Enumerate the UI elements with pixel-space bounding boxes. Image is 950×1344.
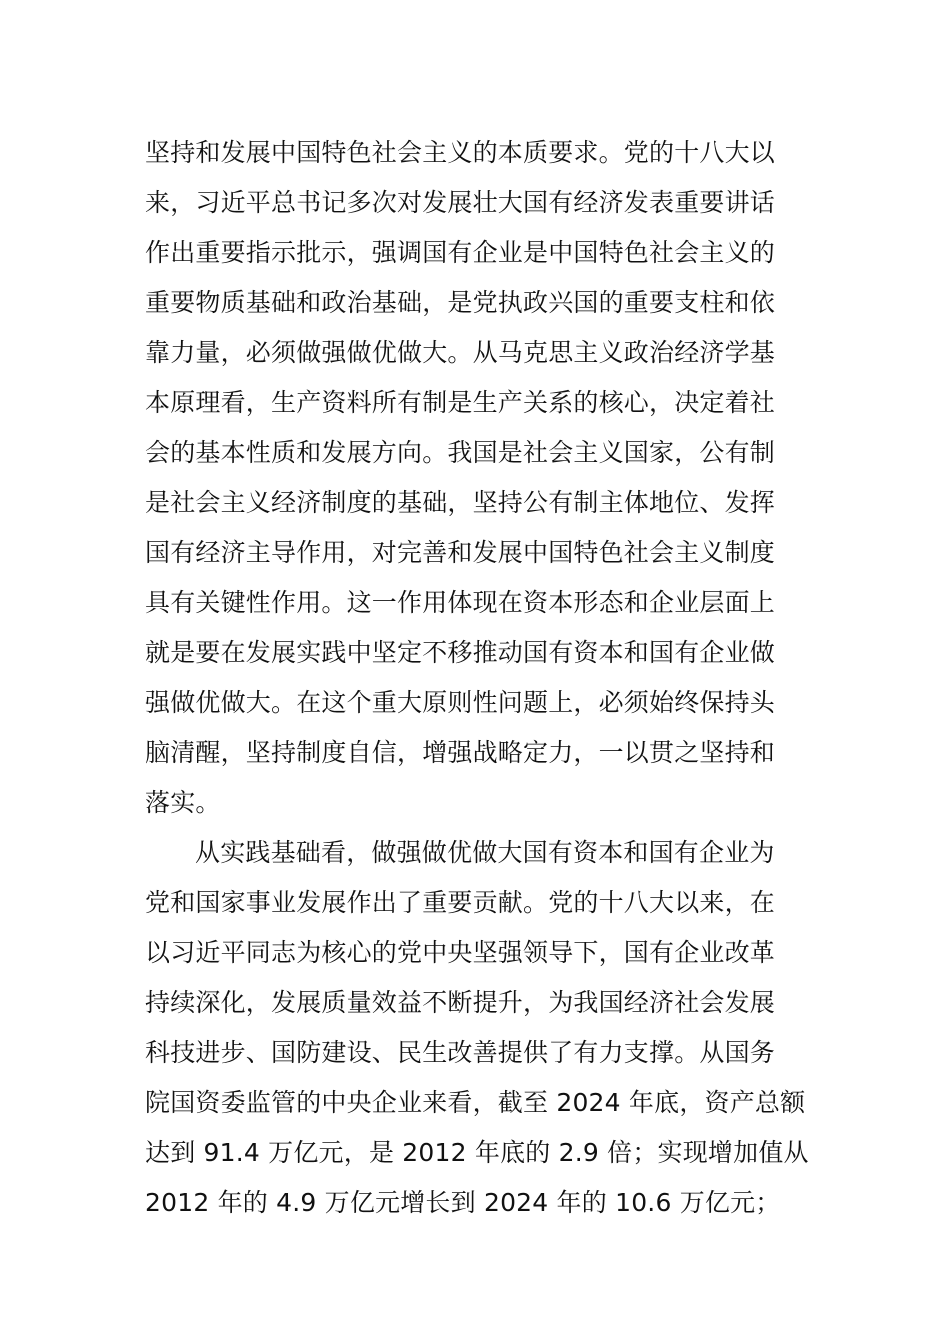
text-line: 是社会主义经济制度的基础，坚持公有制主体地位、发挥 xyxy=(145,488,776,517)
text-line: 国有经济主导作用，对完善和发展中国特色社会主义制度 xyxy=(145,538,776,567)
text-line: 重要物质基础和政治基础，是党执政兴国的重要支柱和依 xyxy=(145,288,776,317)
text-line: 院国资委监管的中央企业来看，截至 2024 年底，资产总额 xyxy=(145,1088,806,1117)
text-line: 坚持和发展中国特色社会主义的本质要求。党的十八大以 xyxy=(145,138,776,167)
text-line: 就是要在发展实践中坚定不移推动国有资本和国有企业做 xyxy=(145,638,776,667)
text-line: 科技进步、国防建设、民生改善提供了有力支撑。从国务 xyxy=(145,1038,776,1067)
text-line: 本原理看，生产资料所有制是生产关系的核心，决定着社 xyxy=(145,388,776,417)
text-line: 具有关键性作用。这一作用体现在资本形态和企业层面上 xyxy=(145,588,776,617)
text-line: 落实。 xyxy=(145,788,221,817)
text-line: 靠力量，必须做强做优做大。从马克思主义政治经济学基 xyxy=(145,338,776,367)
text-line: 会的基本性质和发展方向。我国是社会主义国家，公有制 xyxy=(145,438,776,467)
text-line: 来，习近平总书记多次对发展壮大国有经济发表重要讲话 xyxy=(145,188,776,217)
text-line: 持续深化，发展质量效益不断提升，为我国经济社会发展 xyxy=(145,988,776,1017)
text-line: 以习近平同志为核心的党中央坚强领导下，国有企业改革 xyxy=(145,938,776,967)
text-line: 2012 年的 4.9 万亿元增长到 2024 年的 10.6 万亿元； xyxy=(145,1188,781,1217)
text-line: 强做优做大。在这个重大原则性问题上，必须始终保持头 xyxy=(145,688,776,717)
text-line: 作出重要指示批示，强调国有企业是中国特色社会主义的 xyxy=(145,238,776,267)
paragraph-first-line: 从实践基础看，做强做优做大国有资本和国有企业为 xyxy=(195,838,775,867)
text-line: 党和国家事业发展作出了重要贡献。党的十八大以来，在 xyxy=(145,888,776,917)
text-line: 达到 91.4 万亿元，是 2012 年底的 2.9 倍；实现增加值从 xyxy=(145,1138,809,1167)
text-line: 脑清醒，坚持制度自信，增强战略定力，一以贯之坚持和 xyxy=(145,738,776,767)
body-text xyxy=(145,128,815,1228)
